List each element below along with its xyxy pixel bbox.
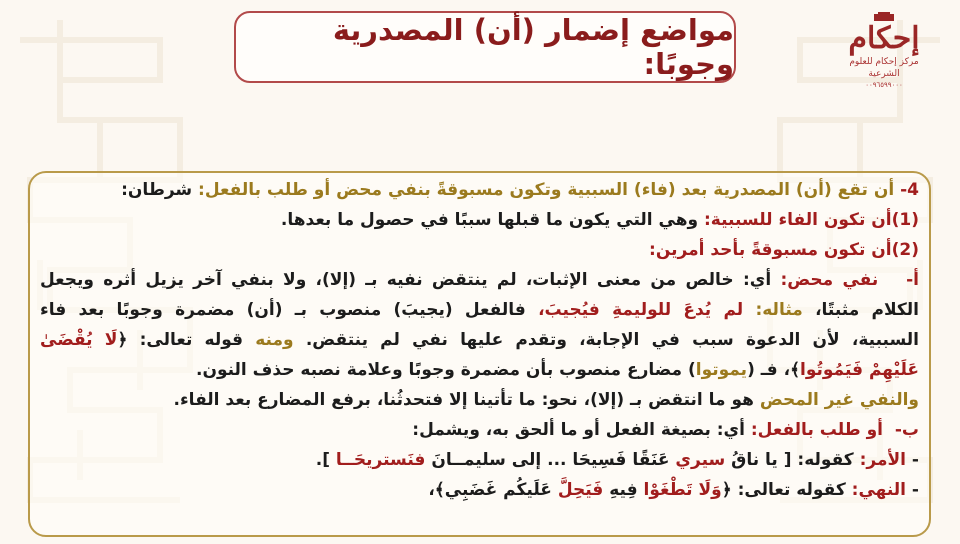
text-segment: فِيهِ (603, 480, 644, 500)
text-segment: عَلَيكُم غَضَبِي (444, 480, 558, 500)
rule-text: أن تقع (أن) المصدرية بعد (فاء) السببية وتكون مسبوقةً بنفي محض أو طلب بالفعل: (198, 180, 895, 200)
text-segment: السببية، لأن الدعوة سبب في الإجابة، وتقدم عليها نفي لم ينتقض. (305, 330, 919, 350)
quran-text: عَلَيْهِمْ فَيَمُوتُوا (800, 360, 919, 380)
text-segment: ) مضارع منصوب بأن مضمرة وجوبًا وعلامة نصبه حذف النون. (195, 360, 696, 380)
logo-name: إحكام (848, 21, 920, 56)
text-segment: فالفعل (يجيبَ) منصوب بـ (أن) مضمرة وجوبًا بعد فاء (40, 300, 539, 320)
rule-number: 4- (900, 180, 919, 200)
line-request (40, 415, 919, 445)
item-letter: أ- (906, 270, 919, 290)
condition-title: أن تكون الفاء للسببية: (703, 210, 892, 230)
line-command (40, 445, 919, 475)
highlight-word: سيري (675, 450, 726, 470)
highlight-word: يموتوا (695, 360, 748, 380)
text-segment: قوله تعالى: ﴿ (117, 330, 256, 350)
item-title: أو طلب بالفعل: (750, 420, 884, 440)
item-explanation: أي: بصيغة الفعل أو ما ألحق به، ويشمل: (412, 420, 751, 440)
text-segment: هو ما انتقض بـ (إلا)، نحو: ما تأتينا إلا فتحدثُنا، برفع المضارع بعد الفاء. (173, 390, 760, 410)
list-dash: - (906, 480, 919, 500)
item-letter: ب- (894, 420, 919, 440)
text-segment: عَنَقًا فَسِيحَا ... إلى سليمــانَ (425, 450, 676, 470)
title-box (234, 11, 736, 83)
text-segment: ]. (315, 450, 336, 470)
text-segment: كقوله تعالى: ﴿ (721, 480, 852, 500)
logo (838, 22, 930, 98)
condition-number: (2) (891, 240, 919, 260)
highlight-word: فنَستريحَــا (335, 450, 426, 470)
text-segment: ﴾، فـ ( (747, 360, 801, 380)
logo-subtitle: مركز إحكام للعلوم الشرعية (849, 57, 919, 79)
line-impure-negation (40, 385, 919, 415)
condition-title: أن تكون مسبوقةً بأحد أمرين: (649, 240, 892, 260)
rule-conditions-label: شرطان: (121, 180, 199, 200)
quran-text: لَا يُقْضَىٰ (40, 330, 118, 350)
condition-number: (1) (891, 210, 919, 230)
logo-tagline: ٠٠٩٦٥٩٩٠٠٠ (865, 81, 903, 89)
item-title: نفي محض: (780, 270, 879, 290)
content-box (28, 171, 931, 537)
line-reason (40, 325, 919, 355)
item-explanation: أي: خالص من معنى الإثبات، لم ينتقض نفيه بـ (إلا)، ولا بنفي آخر يزيل أثره ويجعل (40, 270, 781, 290)
content-lines (40, 175, 919, 505)
text-segment: الكلام مثبتًا، (815, 300, 919, 320)
text-segment: ﴾، (428, 480, 445, 500)
highlight-word: ومنه (255, 330, 306, 350)
list-dash: - (906, 450, 919, 470)
item-title: الأمر: (859, 450, 907, 470)
condition-explanation: وهي التي يكون ما قبلها سببًا في حصول ما بعدها. (280, 210, 704, 230)
line-example (40, 295, 919, 325)
example-text: لم يُدعَ للوليمةِ فيُجيبَ، (538, 300, 756, 320)
item-title: النهي: (851, 480, 907, 500)
text-segment: كقوله: [ يا ناقُ (725, 450, 860, 470)
logo-mark (838, 22, 930, 56)
highlight-word: والنفي غير المحض (759, 390, 919, 410)
line-rule-4 (40, 175, 919, 205)
quran-text: وَلَا تَطْغَوْا (643, 480, 722, 500)
line-quran-analysis (40, 355, 919, 385)
line-prohibition (40, 475, 919, 505)
line-pure-negation (40, 265, 919, 295)
line-condition-1 (40, 205, 919, 235)
logo-cap-icon (873, 12, 895, 22)
example-label: مثاله: (755, 300, 816, 320)
line-condition-2 (40, 235, 919, 265)
page-title: مواضع إضمار (أن) المصدرية وجوبًا: (332, 13, 734, 81)
quran-text: فَيَحِلَّ (557, 480, 604, 500)
